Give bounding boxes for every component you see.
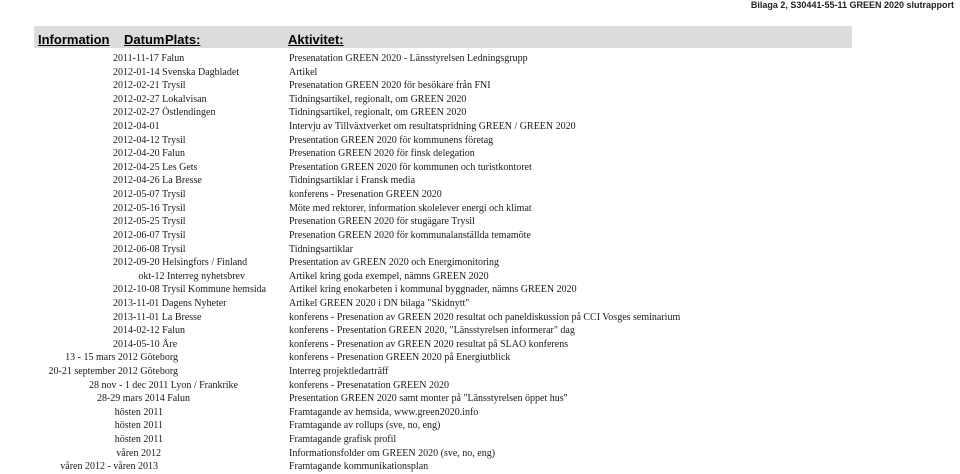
column-header-aktivitet: Aktivitet:: [288, 32, 344, 47]
date-place: 28-29 mars 2014 Falun: [96, 393, 190, 405]
column-header-information: Information: [38, 32, 110, 47]
date-place: 2012-02-27 Östlendingen: [113, 107, 216, 119]
table-row: [0, 365, 960, 379]
activity: Tidningsartiklar i Fransk media: [289, 175, 416, 187]
table-row: [0, 79, 960, 93]
table-row: [0, 379, 960, 393]
column-header-datum: Datum:: [124, 32, 169, 47]
date-place: 20-21 september 2012 Göteborg: [48, 366, 178, 378]
date-place: 2012-04-25 Les Gets: [113, 161, 198, 173]
table-row: [0, 324, 960, 338]
table-row: [0, 406, 960, 420]
table-row: [0, 188, 960, 202]
table-row: [0, 147, 960, 161]
date-place: 2012-09-20 Helsingfors / Finland: [113, 257, 248, 269]
date-place: 2011-11-17 Falun: [113, 53, 185, 64]
activity: Tidningsartiklar: [289, 243, 354, 255]
activity: Framtagande av rollups (sve, no, eng): [289, 420, 441, 432]
table-row: [0, 419, 960, 433]
table-row: [0, 215, 960, 229]
date-place: 2013-11-01 La Bresse: [113, 311, 202, 323]
activity: Artikel kring enokarbeten i kommunal byggnader, nämns GREEN 2020: [289, 284, 577, 296]
date-place: 2012-02-21 Trysil: [113, 80, 186, 92]
table-row: [0, 297, 960, 311]
table-header: [34, 26, 852, 48]
activity: Presenatation GREEN 2020 - Länsstyrelsen Ledningsgrupp: [289, 53, 528, 64]
table-row: [0, 52, 960, 66]
activity: Framtagande av hemsida, www.green2020.info: [289, 406, 479, 418]
table-row: [0, 447, 960, 461]
date-place: hösten 2011: [114, 406, 163, 418]
activity: Presenation GREEN 2020 för kommunalanställda temamöte: [289, 229, 531, 241]
activity: Tidningsartikel, regionalt, om GREEN 2020: [289, 93, 467, 105]
table-row: [0, 120, 960, 134]
date-place: 2012-01-14 Svenska Dagbladet: [113, 66, 240, 78]
date-place: okt-12 Interreg nyhetsbrev: [138, 270, 245, 282]
activity: Presentation GREEN 2020 för kommunens företag: [289, 134, 494, 146]
column-header-plats: Plats:: [165, 32, 201, 47]
activity: Presenation GREEN 2020 för stugägare Trysil: [289, 216, 475, 228]
activity-table: [0, 52, 960, 474]
activity: konferens - Presenation GREEN 2020 på Energiutblick: [289, 352, 511, 364]
table-row: [0, 460, 960, 474]
date-place: 2013-11-01 Dagens Nyheter: [113, 297, 227, 309]
activity: konferens - Presenatation GREEN 2020: [289, 379, 449, 391]
date-place: 2012-05-16 Trysil: [113, 202, 186, 214]
activity: konferens - Presenation av GREEN 2020 resultat på SLAO konferens: [289, 338, 569, 350]
table-row: [0, 283, 960, 297]
table-row: [0, 93, 960, 107]
activity: Artikel: [289, 66, 318, 78]
table-row: [0, 106, 960, 120]
date-place: 2012-10-08 Trysil Kommune hemsida: [113, 284, 267, 296]
activity: Artikel kring goda exempel, nämns GREEN 2020: [289, 270, 489, 282]
date-place: hösten 2011: [114, 434, 163, 446]
activity: Möte med rektorer, information skolelever energi och klimat: [289, 202, 532, 214]
table-row: [0, 174, 960, 188]
date-place: 2012-04-12 Trysil: [113, 134, 186, 146]
activity: Intervju av Tillväxtverket om resultatspridning GREEN / GREEN 2020: [289, 121, 576, 133]
activity: Artikel GREEN 2020 i DN bilaga "Skidnytt": [289, 297, 470, 309]
date-place: våren 2012: [116, 447, 161, 459]
table-row: [0, 433, 960, 447]
table-row: [0, 256, 960, 270]
date-place: hösten 2011: [114, 420, 163, 432]
table-row: [0, 66, 960, 80]
activity: Presentation av GREEN 2020 och Energimonitoring: [289, 257, 500, 269]
page-header: Bilaga 2, S30441-55-11 GREEN 2020 slutrapport: [750, 0, 954, 10]
table-row: [0, 161, 960, 175]
date-place: 2012-04-26 La Bresse: [113, 175, 202, 187]
date-place: 2012-04-01: [113, 121, 160, 133]
date-place: 2014-05-10 Åre: [113, 338, 178, 350]
activity: Presentation GREEN 2020 samt monter på "Länsstyrelsen öppet hus": [289, 393, 568, 405]
table-row: [0, 311, 960, 325]
activity: Framtagande grafisk profil: [289, 434, 397, 446]
date-place: 2012-04-20 Falun: [113, 148, 185, 160]
table-row: [0, 243, 960, 257]
activity: Presenatation GREEN 2020 för besökare från FNI: [289, 80, 491, 92]
activity: Framtagande kommunikationsplan: [289, 461, 429, 473]
activity: konferens - Presenation GREEN 2020: [289, 189, 442, 201]
table-row: [0, 338, 960, 352]
activity: Presentation GREEN 2020 för kommunen och turistkontoret: [289, 161, 532, 173]
activity: Informationsfolder om GREEN 2020 (sve, no, eng): [289, 447, 496, 459]
date-place: 2014-02-12 Falun: [113, 325, 185, 337]
activity: Tidningsartikel, regionalt, om GREEN 2020: [289, 107, 467, 119]
date-place: 2012-06-08 Trysil: [113, 243, 186, 255]
table-row: [0, 134, 960, 148]
activity: Interreg projektledarträff: [289, 366, 389, 378]
activity: Presenation GREEN 2020 för finsk delegation: [289, 148, 475, 160]
table-row: [0, 392, 960, 406]
table-row: [0, 229, 960, 243]
date-place: 2012-05-07 Trysil: [113, 189, 186, 201]
date-place: våren 2012 - våren 2013: [60, 461, 158, 473]
activity: konferens - Presentation GREEN 2020, "Länsstyrelsen informerar" dag: [289, 325, 575, 337]
date-place: 28 nov - 1 dec 2011 Lyon / Frankrike: [88, 379, 238, 391]
date-place: 2012-05-25 Trysil: [113, 216, 186, 228]
table-row: [0, 202, 960, 216]
date-place: 2012-02-27 Lokalvisan: [113, 93, 207, 105]
table-row: [0, 270, 960, 284]
activity: konferens - Presenation av GREEN 2020 resultat och paneldiskussion på CCI Vosges seminarium: [289, 311, 681, 323]
table-row: [0, 351, 960, 365]
date-place: 13 - 15 mars 2012 Göteborg: [65, 352, 178, 364]
date-place: 2012-06-07 Trysil: [113, 229, 186, 241]
